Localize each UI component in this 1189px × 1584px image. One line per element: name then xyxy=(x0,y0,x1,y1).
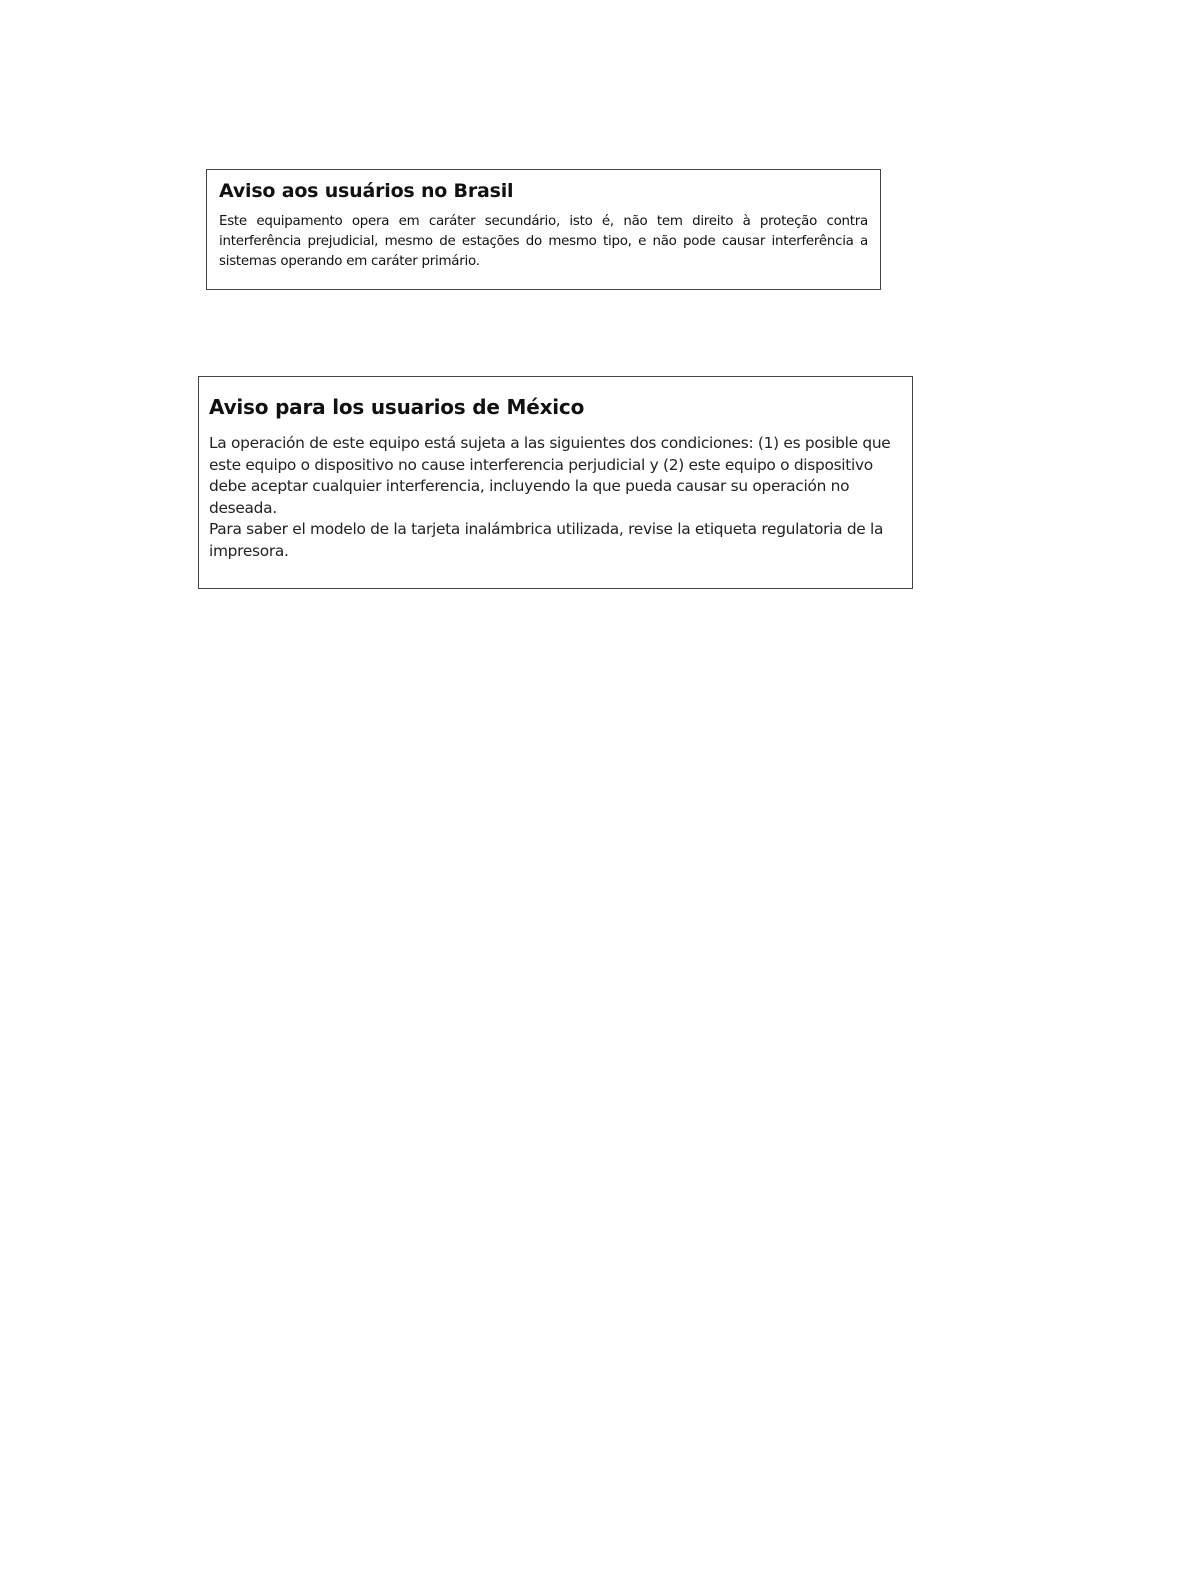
brazil-notice-title: Aviso aos usuários no Brasil xyxy=(219,180,514,202)
mexico-notice-box xyxy=(198,376,913,589)
brazil-notice-box xyxy=(206,169,881,290)
mexico-notice-body xyxy=(209,433,902,563)
mexico-notice-paragraph: La operación de este equipo está sujeta a las siguientes dos condiciones: (1) es posible que este equipo o dispositivo no cause interferencia perjudicial y (2) este equipo o dispositivo debe aceptar cualquier interferencia, incluyendo la que pueda causar su operación no deseada. xyxy=(209,434,891,517)
brazil-notice-body: Este equipamento opera em caráter secundário, isto é, não tem direito à proteção contra interferência prejudicial, mesmo de estações do mesmo tipo, e não pode causar interferência a sistemas operando em caráter primário. xyxy=(219,214,868,269)
mexico-notice-paragraph: Para saber el modelo de la tarjeta inalámbrica utilizada, revise la etiqueta regulatoria de la impresora. xyxy=(209,520,884,560)
mexico-notice-title: Aviso para los usuarios de México xyxy=(209,395,585,419)
